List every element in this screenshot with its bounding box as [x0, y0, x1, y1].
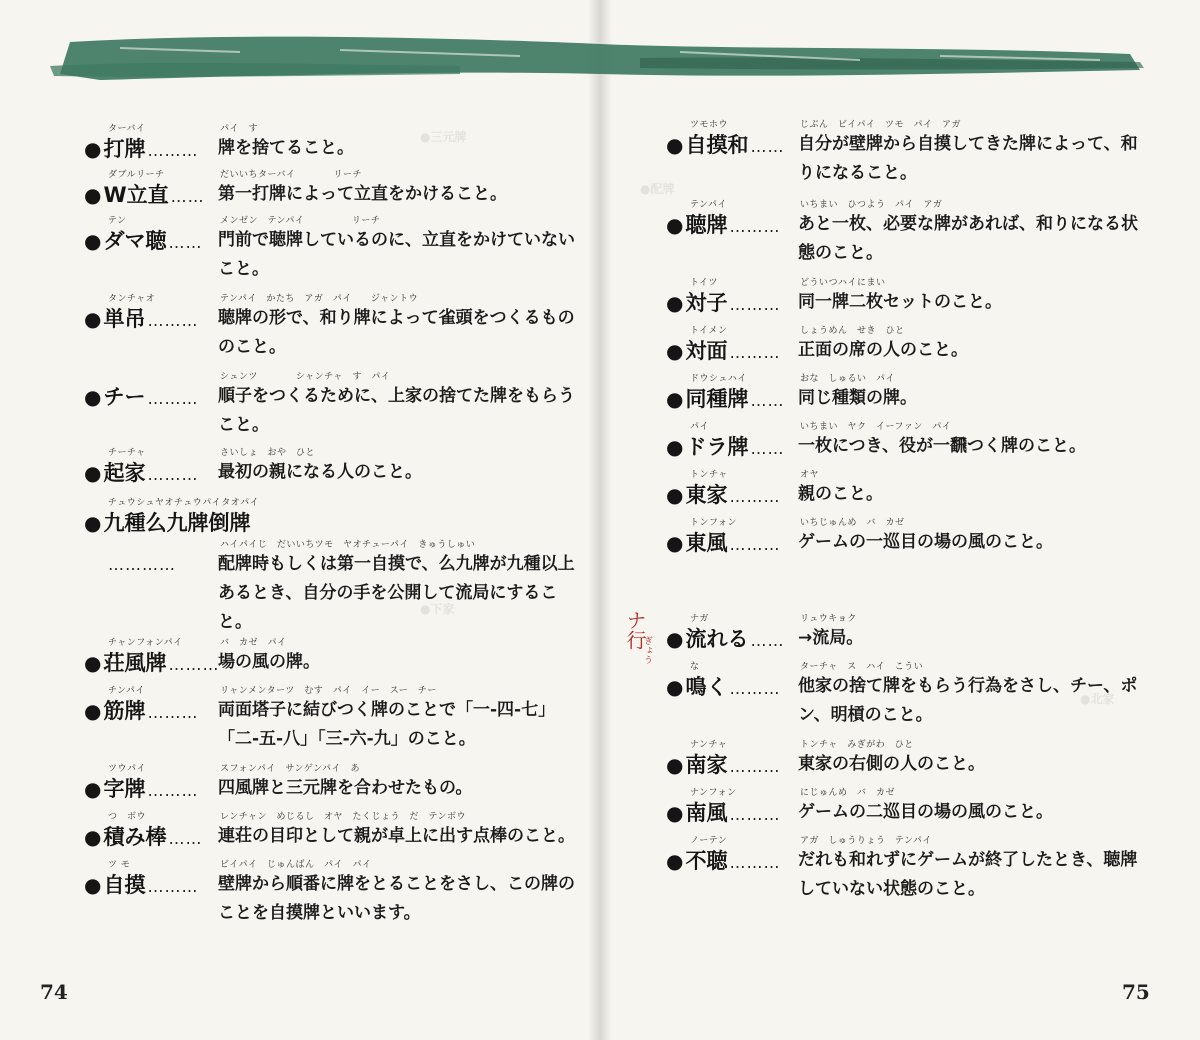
definition-furigana: ハイパイじ だいいちツモ ヤオチューパイ きゅうしゅい [220, 540, 476, 550]
leader-dots-line [106, 552, 176, 578]
section-mark-na-gyou [622, 610, 652, 665]
term [84, 384, 145, 410]
definition-text: 門前で聴牌しているのに、立直をかけていないこと。 [218, 230, 575, 279]
term-text: ドラ牌 [685, 435, 749, 459]
definition-furigana: リュウキョク [800, 614, 857, 624]
definition-furigana: じぶん ビイパイ ツモ パイ アガ [800, 120, 961, 130]
bullet-icon: ● [666, 531, 684, 555]
term [666, 800, 727, 826]
term-text: 対子 [685, 291, 728, 315]
definition-text: 一枚につき、役が一飜つく牌のこと。 [798, 436, 1086, 456]
term-heading [666, 132, 784, 160]
definition-furigana: にじゅんめ バ カゼ [800, 788, 896, 798]
term-furigana: ナンチャ [690, 740, 728, 750]
term-text: 自摸 [103, 873, 146, 897]
term-heading [666, 752, 780, 780]
term [84, 510, 250, 536]
definition-furigana: トンチャ みぎがわ ひと [800, 740, 914, 750]
book-gutter [588, 0, 612, 1040]
definition-text: 四風牌と三元牌を合わせたもの。 [218, 778, 473, 798]
page-number-left: 74 [40, 980, 68, 1004]
term-heading [84, 182, 205, 210]
definition-text: 壁牌から順番に牌をとることをさし、この牌のことを自摸牌といいます。 [218, 874, 575, 923]
definition-furigana: テンパイ かたち アガ パイ ジャントウ [220, 294, 419, 304]
show-through-text: ●三元牌 [420, 130, 467, 144]
leader-dots: ……… [729, 679, 781, 698]
term-furigana: ドウシュハイ [690, 374, 747, 384]
definition-text: 連荘の目印として親が卓上に出す点棒のこと。 [218, 826, 575, 846]
term-text: 東風 [685, 531, 728, 555]
show-through-text: ●下家 [420, 602, 455, 616]
term-furigana: チーチャ [108, 448, 146, 458]
definition-furigana: ターチャ ス ハイ こうい [800, 662, 924, 672]
term [666, 386, 748, 412]
leader-dots: ……… [147, 781, 199, 800]
definition-text: 自分が壁牌から自摸してきた牌によって、和りになること。 [798, 134, 1138, 183]
term-text: 聴牌 [685, 213, 728, 237]
term-furigana: チンパイ [108, 686, 145, 696]
term-furigana: ツモホウ [690, 120, 729, 130]
definition-text: →流局。 [798, 628, 864, 648]
term-heading [84, 824, 202, 852]
term-text: 積み棒 [103, 825, 167, 849]
bullet-icon: ● [666, 849, 684, 873]
term-furigana: トンチャ [690, 470, 728, 480]
term-furigana: ツ モ [108, 860, 131, 870]
term-text: 字牌 [103, 777, 146, 801]
term [666, 434, 748, 460]
term [84, 650, 166, 676]
term [666, 848, 727, 874]
term-text: 流れる [685, 627, 749, 651]
leader-dots: ……… [729, 295, 781, 314]
term-heading [666, 434, 784, 462]
definition-text: 場の風の牌。 [218, 652, 320, 672]
definition-text: あと一枚、必要な牌があれば、和りになる状態のこと。 [798, 214, 1138, 263]
term [666, 212, 727, 238]
brush-stroke-header [40, 30, 1150, 100]
definition-text: 配牌時もしくは第一自摸で、么九牌が九種以上あるとき、自分の手を公開して流局にすること。 [218, 554, 575, 632]
term [666, 674, 727, 700]
term-heading [666, 848, 780, 876]
definition-furigana: スフォンパイ サンゲンパイ あ [220, 764, 360, 774]
bullet-icon: ● [666, 387, 684, 411]
bullet-icon: ● [84, 229, 102, 253]
term [84, 306, 145, 332]
term-furigana: ダブルリーチ [108, 170, 165, 180]
term-heading [666, 386, 784, 414]
term-heading [84, 136, 198, 164]
definition-text: 同じ種類の牌。 [798, 388, 917, 408]
term-furigana: ナガ [690, 614, 709, 624]
term-furigana: ツウパイ [108, 764, 147, 774]
bullet-icon: ● [666, 435, 684, 459]
definition-furigana: だいいちターバイ リーチ [220, 170, 363, 180]
section-mark-label: ナ行 [623, 610, 647, 650]
leader-dots: …… [170, 187, 205, 206]
definition-text: 第一打牌によって立直をかけること。 [218, 184, 507, 204]
term-text: 筋牌 [103, 699, 146, 723]
definition-text: 同一牌二枚セットのこと。 [798, 292, 1002, 312]
definition-furigana: さいしょ おや ひと [220, 448, 316, 458]
leader-dots: ……… [147, 703, 199, 722]
term [666, 752, 727, 778]
term-text: 同種牌 [685, 387, 749, 411]
leader-dots: …… [168, 829, 203, 848]
definition-text: 牌を捨てること。 [218, 138, 354, 158]
definition-text: 最初の親になる人のこと。 [218, 462, 422, 482]
leader-dots: …… [750, 137, 785, 156]
leader-dots: ……… [729, 217, 781, 236]
leader-dots: ……… [147, 465, 199, 484]
term [666, 290, 727, 316]
term-furigana: ターバイ [108, 124, 146, 134]
definition-text: 正面の席の人のこと。 [798, 340, 968, 360]
show-through-text: ●北家 [1080, 692, 1115, 706]
term-heading [84, 510, 250, 536]
definition-text: 順子をつくるために、上家の捨てた牌をもらうこと。 [218, 386, 575, 435]
leader-dots: ……… [729, 487, 781, 506]
definition-text: ゲームの一巡目の場の風のこと。 [798, 532, 1053, 552]
definition-text: 東家の右側の人のこと。 [798, 754, 985, 774]
term-text: W立直 [103, 183, 169, 207]
term-text: ダマ聴 [103, 229, 167, 253]
term-heading [84, 306, 198, 334]
definition-furigana: どういつハイにまい [800, 278, 886, 288]
leader-dots: …… [168, 233, 203, 252]
term [84, 460, 145, 486]
leader-dots: ……… [168, 655, 220, 674]
bullet-icon: ● [84, 825, 102, 849]
term-heading [666, 482, 780, 510]
definition-furigana: リャンメンターツ むす パイ イー スー チー [220, 686, 437, 696]
term-heading [84, 650, 219, 678]
leader-dots: ……… [729, 757, 781, 776]
bullet-icon: ● [84, 137, 102, 161]
leader-dots: …… [750, 631, 785, 650]
definition-text: 聴牌の形で、和り牌によって雀頭をつくるもののこと。 [218, 308, 575, 357]
term-text: 不聴 [685, 849, 728, 873]
definition-furigana: シュンツ シャンチャ す パイ [220, 372, 391, 382]
bullet-icon: ● [666, 291, 684, 315]
term [84, 228, 166, 254]
term-text: 南風 [685, 801, 728, 825]
term-furigana: ナンフォン [690, 788, 737, 798]
term-heading [666, 212, 780, 240]
term [84, 182, 169, 208]
leader-dots: …… [750, 391, 785, 410]
leader-dots: ……… [729, 805, 781, 824]
definition-furigana: いちじゅんめ バ カゼ [800, 518, 905, 528]
definition-furigana: おな しゅるい パイ [800, 374, 896, 384]
term [84, 698, 145, 724]
term-heading [666, 674, 780, 702]
bullet-icon: ● [84, 183, 102, 207]
leader-dots: ……… [729, 853, 781, 872]
definition-furigana: しょうめん せき ひと [800, 326, 905, 336]
term-furigana: テン [108, 216, 127, 226]
term-text: 起家 [103, 461, 146, 485]
term-heading [84, 228, 202, 256]
term-text: 鳴く [685, 675, 728, 699]
section-mark-furigana: ぎょう [642, 636, 652, 665]
term-furigana: トイツ [690, 278, 719, 288]
leader-dots: ……… [147, 877, 199, 896]
bullet-icon: ● [666, 627, 684, 651]
term-text: チー [103, 385, 146, 409]
term-heading [666, 290, 780, 318]
definition-text: ゲームの二巡目の場の風のこと。 [798, 802, 1053, 822]
term-text: 対面 [685, 339, 728, 363]
definition-text: 親のこと。 [798, 484, 883, 504]
definition-text: 両面塔子に結びつく牌のことで「一-四-七」「二-五-八」「三-六-九」のこと。 [218, 700, 556, 749]
term [666, 626, 748, 652]
term [84, 776, 145, 802]
definition-furigana: いちまい ヤク イーファン パイ [800, 422, 952, 432]
term-heading [84, 776, 198, 804]
term-heading [666, 800, 780, 828]
term [666, 338, 727, 364]
definition-furigana: レンチャン めじるし オヤ たくじょう だ テンボウ [220, 812, 467, 822]
term-heading [84, 872, 198, 900]
term-furigana: トンフォン [690, 518, 738, 528]
term-text: 東家 [685, 483, 728, 507]
term-text: 打牌 [103, 137, 146, 161]
term-heading [666, 530, 780, 558]
term-furigana: タンチャオ [108, 294, 156, 304]
bullet-icon: ● [84, 777, 102, 801]
term-furigana: テンパイ [690, 200, 727, 210]
term [84, 136, 145, 162]
bullet-icon: ● [84, 385, 102, 409]
term-heading [84, 460, 198, 488]
bullet-icon: ● [84, 307, 102, 331]
bullet-icon: ● [666, 675, 684, 699]
term [84, 872, 145, 898]
term [666, 530, 727, 556]
page-number-right: 75 [1122, 980, 1150, 1004]
bullet-icon: ● [666, 133, 684, 157]
bullet-icon: ● [666, 339, 684, 363]
bullet-icon: ● [666, 213, 684, 237]
bullet-icon: ● [84, 873, 102, 897]
term-furigana: な [690, 662, 700, 672]
definition-furigana: いちまい ひつよう パイ アガ [800, 200, 943, 210]
term [84, 824, 166, 850]
bullet-icon: ● [84, 651, 102, 675]
term-text: 単吊 [103, 307, 146, 331]
definition-furigana: パイ す [220, 124, 259, 134]
term-heading [84, 698, 198, 726]
term-text: 荘風牌 [103, 651, 167, 675]
term-text: 南家 [685, 753, 728, 777]
term-text: 九種么九牌倒牌 [103, 511, 251, 535]
term-heading [666, 626, 784, 654]
leader-dots: ……… [147, 389, 199, 408]
definition-text: 他家の捨て牌をもらう行為をさし、チー、ポン、明槓のこと。 [798, 676, 1138, 725]
leader-dots: …… [750, 439, 785, 458]
definition-furigana: アガ しゅうりょう テンパイ [800, 836, 932, 846]
term-furigana: つ ボウ [108, 812, 147, 822]
leader-dots: ……… [729, 343, 781, 362]
bullet-icon: ● [84, 699, 102, 723]
leader-dots: ………… [108, 555, 176, 574]
term [666, 132, 748, 158]
bullet-icon: ● [84, 511, 102, 535]
bullet-icon: ● [666, 801, 684, 825]
term-furigana: パイ [690, 422, 710, 432]
show-through-text: ●配牌 [640, 182, 675, 196]
definition-furigana: メンゼン テンパイ リーチ [220, 216, 381, 226]
definition-furigana: バ カゼ パイ [220, 638, 287, 648]
term-text: 自摸和 [685, 133, 749, 157]
term-heading [666, 338, 780, 366]
bullet-icon: ● [666, 483, 684, 507]
bullet-icon: ● [84, 461, 102, 485]
term-furigana: チュウシュヤオチュウパイタオパイ [108, 498, 260, 508]
term-furigana: チャンフォンパイ [108, 638, 183, 648]
term-furigana: トイメン [690, 326, 728, 336]
leader-dots: ……… [147, 311, 199, 330]
term-furigana: ノーテン [690, 836, 728, 846]
definition-furigana: オヤ [800, 470, 820, 480]
term [666, 482, 727, 508]
bullet-icon: ● [666, 753, 684, 777]
definition-furigana: ビイパイ じゅんばん パイ パイ [220, 860, 372, 870]
leader-dots: ……… [147, 141, 199, 160]
leader-dots: ……… [729, 535, 781, 554]
term-heading [84, 384, 198, 412]
definition-text: だれも和れずにゲームが終了したとき、聴牌していない状態のこと。 [798, 850, 1138, 899]
